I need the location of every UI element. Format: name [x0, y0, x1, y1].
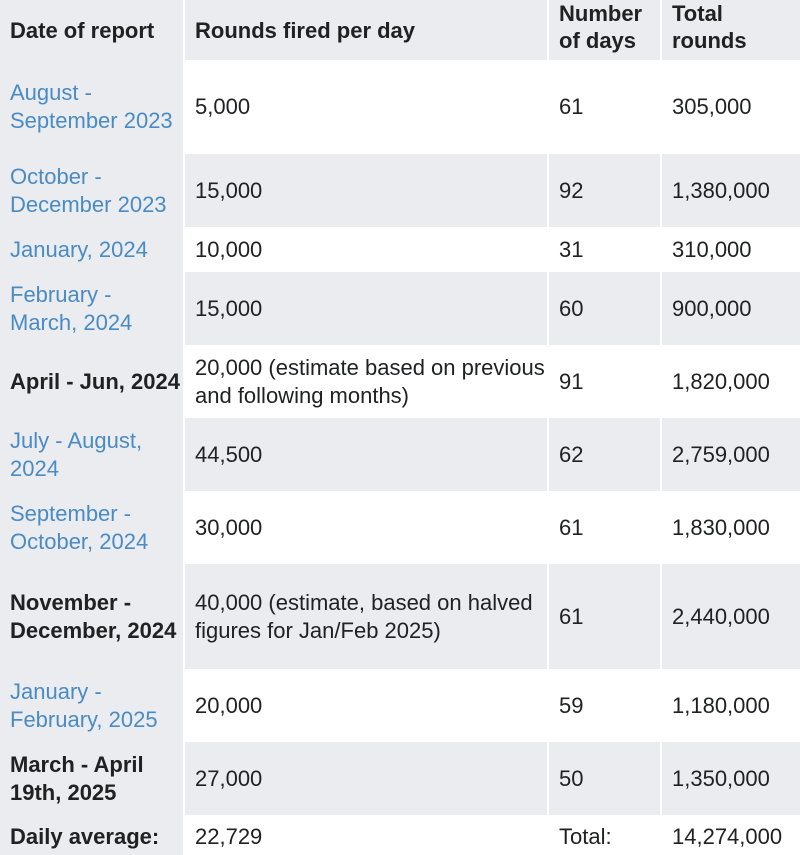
row-days: 91 [549, 345, 660, 418]
total-value: 14,274,000 [662, 815, 800, 855]
row-rounds-per-day: 5,000 [185, 60, 547, 154]
row-total: 2,759,000 [662, 418, 800, 491]
row-date: April - Jun, 2024 [0, 345, 183, 418]
row-rounds-per-day: 44,500 [185, 418, 547, 491]
row-rounds-per-day: 15,000 [185, 272, 547, 345]
row-days: 92 [549, 154, 660, 227]
header-days-line1: Number [559, 1, 643, 26]
daily-average-label: Daily average: [0, 815, 183, 855]
row-date: November - December, 2024 [0, 564, 183, 669]
row-days: 50 [549, 742, 660, 815]
row-total: 1,180,000 [662, 669, 800, 742]
header-total-rounds [662, 0, 800, 60]
row-days: 31 [549, 227, 660, 272]
row-date-link[interactable]: October - December 2023 [0, 154, 183, 227]
row-date-link[interactable]: January - February, 2025 [0, 669, 183, 742]
header-total-line1: Total [672, 1, 723, 26]
header-number-of-days [549, 0, 660, 60]
table-row [0, 345, 800, 418]
row-days: 61 [549, 564, 660, 669]
table-row [0, 60, 800, 154]
table-row [0, 564, 800, 669]
header-total-line2: rounds [672, 28, 747, 53]
daily-average-value: 22,729 [185, 815, 547, 855]
row-total: 305,000 [662, 60, 800, 154]
row-days: 61 [549, 60, 660, 154]
table-row [0, 742, 800, 815]
table-row [0, 491, 800, 564]
row-total: 1,820,000 [662, 345, 800, 418]
table-row [0, 669, 800, 742]
table-row [0, 272, 800, 345]
row-rounds-per-day: 20,000 (estimate based on previous and following months) [185, 345, 547, 418]
row-date-link[interactable]: January, 2024 [0, 227, 183, 272]
row-date-link[interactable]: February - March, 2024 [0, 272, 183, 345]
row-date: March - April 19th, 2025 [0, 742, 183, 815]
row-total: 900,000 [662, 272, 800, 345]
row-rounds-per-day: 30,000 [185, 491, 547, 564]
row-rounds-per-day: 10,000 [185, 227, 547, 272]
header-rounds-per-day: Rounds fired per day [185, 0, 547, 60]
row-total: 1,350,000 [662, 742, 800, 815]
row-total: 310,000 [662, 227, 800, 272]
total-label: Total: [549, 815, 660, 855]
row-rounds-per-day: 27,000 [185, 742, 547, 815]
table-row [0, 418, 800, 491]
header-date: Date of report [0, 0, 183, 60]
row-date-link[interactable]: July - August, 2024 [0, 418, 183, 491]
row-days: 61 [549, 491, 660, 564]
row-total: 1,380,000 [662, 154, 800, 227]
row-rounds-per-day: 20,000 [185, 669, 547, 742]
table-footer-row [0, 815, 800, 855]
row-total: 1,830,000 [662, 491, 800, 564]
row-days: 62 [549, 418, 660, 491]
table-header-row [0, 0, 800, 60]
header-days-line2: of days [559, 28, 637, 53]
row-rounds-per-day: 15,000 [185, 154, 547, 227]
row-days: 59 [549, 669, 660, 742]
table-row [0, 227, 800, 272]
row-days: 60 [549, 272, 660, 345]
row-rounds-per-day: 40,000 (estimate, based on halved figures for Jan/Feb 2025) [185, 564, 547, 669]
row-date-link[interactable]: September - October, 2024 [0, 491, 183, 564]
table-row [0, 154, 800, 227]
row-total: 2,440,000 [662, 564, 800, 669]
row-date-link[interactable]: August - September 2023 [0, 60, 183, 154]
